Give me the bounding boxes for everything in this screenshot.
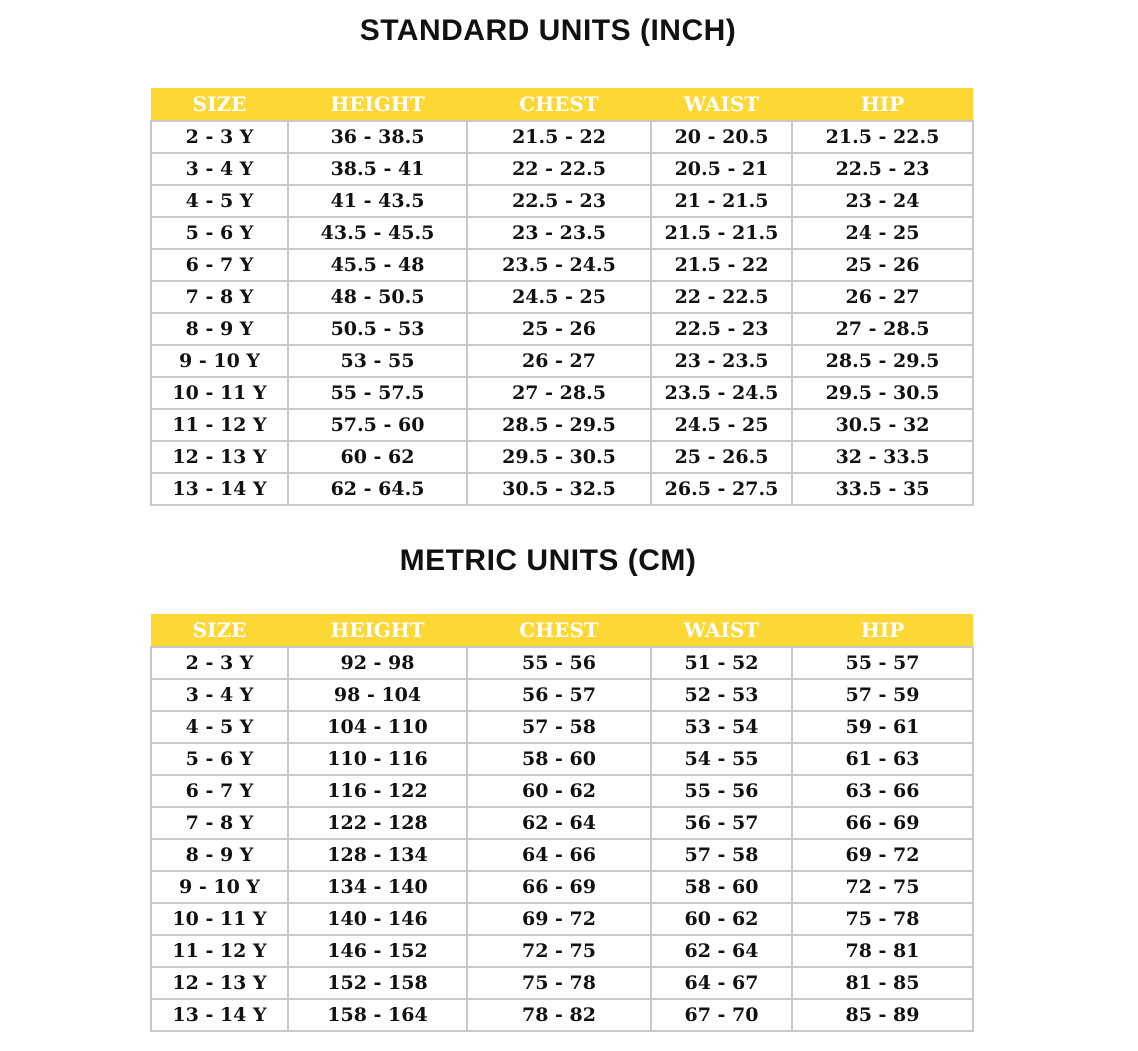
table-row bbox=[151, 935, 973, 967]
hip-cell: 32 - 33.5 bbox=[792, 441, 973, 473]
height-cell: 62 - 64.5 bbox=[288, 473, 467, 505]
waist-cell: 53 - 54 bbox=[651, 711, 792, 743]
chest-cell: 25 - 26 bbox=[467, 313, 651, 345]
hip-cell: 81 - 85 bbox=[792, 967, 973, 999]
chest-cell: 57 - 58 bbox=[467, 711, 651, 743]
waist-cell: 62 - 64 bbox=[651, 935, 792, 967]
waist-cell: 21.5 - 22 bbox=[651, 249, 792, 281]
hip-cell: 69 - 72 bbox=[792, 839, 973, 871]
table-row bbox=[151, 409, 973, 441]
table-row bbox=[151, 903, 973, 935]
chest-cell: 75 - 78 bbox=[467, 967, 651, 999]
size-cell: 9 - 10 Y bbox=[151, 345, 288, 377]
size-cell: 8 - 9 Y bbox=[151, 313, 288, 345]
waist-cell: 21.5 - 21.5 bbox=[651, 217, 792, 249]
hip-cell: 26 - 27 bbox=[792, 281, 973, 313]
size-cell: 6 - 7 Y bbox=[151, 775, 288, 807]
chest-cell: 56 - 57 bbox=[467, 679, 651, 711]
chest-cell: 78 - 82 bbox=[467, 999, 651, 1031]
chest-cell: 55 - 56 bbox=[467, 647, 651, 679]
table-row bbox=[151, 743, 973, 775]
hip-cell: 55 - 57 bbox=[792, 647, 973, 679]
size-cell: 12 - 13 Y bbox=[151, 967, 288, 999]
table-row bbox=[151, 647, 973, 679]
hip-cell: 72 - 75 bbox=[792, 871, 973, 903]
table-row bbox=[151, 967, 973, 999]
size-cell: 6 - 7 Y bbox=[151, 249, 288, 281]
waist-cell: 67 - 70 bbox=[651, 999, 792, 1031]
column-header-hip: HIP bbox=[792, 88, 973, 121]
header-row bbox=[151, 614, 973, 647]
column-header-waist: WAIST bbox=[651, 88, 792, 121]
height-cell: 116 - 122 bbox=[288, 775, 467, 807]
chest-cell: 21.5 - 22 bbox=[467, 121, 651, 153]
size-cell: 8 - 9 Y bbox=[151, 839, 288, 871]
size-cell: 3 - 4 Y bbox=[151, 153, 288, 185]
height-cell: 104 - 110 bbox=[288, 711, 467, 743]
standard-size-table bbox=[150, 88, 974, 506]
size-cell: 12 - 13 Y bbox=[151, 441, 288, 473]
standard-table-header bbox=[151, 88, 973, 121]
chest-cell: 23 - 23.5 bbox=[467, 217, 651, 249]
size-cell: 5 - 6 Y bbox=[151, 217, 288, 249]
size-cell: 7 - 8 Y bbox=[151, 281, 288, 313]
height-cell: 41 - 43.5 bbox=[288, 185, 467, 217]
waist-cell: 51 - 52 bbox=[651, 647, 792, 679]
waist-cell: 24.5 - 25 bbox=[651, 409, 792, 441]
waist-cell: 58 - 60 bbox=[651, 871, 792, 903]
waist-cell: 23 - 23.5 bbox=[651, 345, 792, 377]
height-cell: 158 - 164 bbox=[288, 999, 467, 1031]
chest-cell: 24.5 - 25 bbox=[467, 281, 651, 313]
table-row bbox=[151, 839, 973, 871]
hip-cell: 24 - 25 bbox=[792, 217, 973, 249]
column-header-hip: HIP bbox=[792, 614, 973, 647]
table-row bbox=[151, 121, 973, 153]
hip-cell: 27 - 28.5 bbox=[792, 313, 973, 345]
height-cell: 128 - 134 bbox=[288, 839, 467, 871]
chest-cell: 29.5 - 30.5 bbox=[467, 441, 651, 473]
waist-cell: 22 - 22.5 bbox=[651, 281, 792, 313]
height-cell: 98 - 104 bbox=[288, 679, 467, 711]
metric-units-title: METRIC UNITS (CM) bbox=[399, 544, 697, 577]
waist-cell: 64 - 67 bbox=[651, 967, 792, 999]
waist-cell: 57 - 58 bbox=[651, 839, 792, 871]
height-cell: 48 - 50.5 bbox=[288, 281, 467, 313]
chest-cell: 28.5 - 29.5 bbox=[467, 409, 651, 441]
hip-cell: 61 - 63 bbox=[792, 743, 973, 775]
table-row bbox=[151, 775, 973, 807]
chest-cell: 60 - 62 bbox=[467, 775, 651, 807]
chest-cell: 23.5 - 24.5 bbox=[467, 249, 651, 281]
table-row bbox=[151, 711, 973, 743]
table-row bbox=[151, 217, 973, 249]
size-cell: 4 - 5 Y bbox=[151, 711, 288, 743]
header-row bbox=[151, 88, 973, 121]
size-cell: 11 - 12 Y bbox=[151, 935, 288, 967]
column-header-height: HEIGHT bbox=[288, 614, 467, 647]
waist-cell: 56 - 57 bbox=[651, 807, 792, 839]
table-row bbox=[151, 249, 973, 281]
height-cell: 140 - 146 bbox=[288, 903, 467, 935]
waist-cell: 20.5 - 21 bbox=[651, 153, 792, 185]
size-cell: 2 - 3 Y bbox=[151, 121, 288, 153]
hip-cell: 85 - 89 bbox=[792, 999, 973, 1031]
hip-cell: 29.5 - 30.5 bbox=[792, 377, 973, 409]
table-row bbox=[151, 313, 973, 345]
size-cell: 10 - 11 Y bbox=[151, 903, 288, 935]
height-cell: 92 - 98 bbox=[288, 647, 467, 679]
chest-cell: 26 - 27 bbox=[467, 345, 651, 377]
hip-cell: 57 - 59 bbox=[792, 679, 973, 711]
chest-cell: 72 - 75 bbox=[467, 935, 651, 967]
chest-cell: 58 - 60 bbox=[467, 743, 651, 775]
chest-cell: 30.5 - 32.5 bbox=[467, 473, 651, 505]
waist-cell: 23.5 - 24.5 bbox=[651, 377, 792, 409]
table-row bbox=[151, 281, 973, 313]
column-header-height: HEIGHT bbox=[288, 88, 467, 121]
height-cell: 36 - 38.5 bbox=[288, 121, 467, 153]
hip-cell: 23 - 24 bbox=[792, 185, 973, 217]
table-row bbox=[151, 807, 973, 839]
height-cell: 53 - 55 bbox=[288, 345, 467, 377]
table-row bbox=[151, 185, 973, 217]
chest-cell: 22 - 22.5 bbox=[467, 153, 651, 185]
waist-cell: 54 - 55 bbox=[651, 743, 792, 775]
waist-cell: 52 - 53 bbox=[651, 679, 792, 711]
column-header-waist: WAIST bbox=[651, 614, 792, 647]
standard-units-title: STANDARD UNITS (INCH) bbox=[359, 14, 737, 47]
table-row bbox=[151, 999, 973, 1031]
size-cell: 2 - 3 Y bbox=[151, 647, 288, 679]
waist-cell: 20 - 20.5 bbox=[651, 121, 792, 153]
size-cell: 7 - 8 Y bbox=[151, 807, 288, 839]
column-header-size: SIZE bbox=[151, 88, 288, 121]
metric-table-header bbox=[151, 614, 973, 647]
chest-cell: 66 - 69 bbox=[467, 871, 651, 903]
height-cell: 60 - 62 bbox=[288, 441, 467, 473]
metric-size-table bbox=[150, 614, 974, 1032]
height-cell: 122 - 128 bbox=[288, 807, 467, 839]
height-cell: 134 - 140 bbox=[288, 871, 467, 903]
chest-cell: 27 - 28.5 bbox=[467, 377, 651, 409]
hip-cell: 33.5 - 35 bbox=[792, 473, 973, 505]
column-header-size: SIZE bbox=[151, 614, 288, 647]
hip-cell: 22.5 - 23 bbox=[792, 153, 973, 185]
size-cell: 3 - 4 Y bbox=[151, 679, 288, 711]
waist-cell: 21 - 21.5 bbox=[651, 185, 792, 217]
standard-table-body bbox=[151, 121, 973, 505]
size-cell: 5 - 6 Y bbox=[151, 743, 288, 775]
size-cell: 13 - 14 Y bbox=[151, 999, 288, 1031]
hip-cell: 78 - 81 bbox=[792, 935, 973, 967]
column-header-chest: CHEST bbox=[467, 614, 651, 647]
height-cell: 50.5 - 53 bbox=[288, 313, 467, 345]
table-row bbox=[151, 441, 973, 473]
chest-cell: 62 - 64 bbox=[467, 807, 651, 839]
height-cell: 146 - 152 bbox=[288, 935, 467, 967]
waist-cell: 26.5 - 27.5 bbox=[651, 473, 792, 505]
waist-cell: 55 - 56 bbox=[651, 775, 792, 807]
size-cell: 13 - 14 Y bbox=[151, 473, 288, 505]
hip-cell: 75 - 78 bbox=[792, 903, 973, 935]
hip-cell: 21.5 - 22.5 bbox=[792, 121, 973, 153]
hip-cell: 66 - 69 bbox=[792, 807, 973, 839]
hip-cell: 25 - 26 bbox=[792, 249, 973, 281]
size-cell: 9 - 10 Y bbox=[151, 871, 288, 903]
table-row bbox=[151, 377, 973, 409]
hip-cell: 59 - 61 bbox=[792, 711, 973, 743]
table-row bbox=[151, 679, 973, 711]
hip-cell: 28.5 - 29.5 bbox=[792, 345, 973, 377]
waist-cell: 22.5 - 23 bbox=[651, 313, 792, 345]
size-cell: 10 - 11 Y bbox=[151, 377, 288, 409]
column-header-chest: CHEST bbox=[467, 88, 651, 121]
height-cell: 57.5 - 60 bbox=[288, 409, 467, 441]
size-cell: 4 - 5 Y bbox=[151, 185, 288, 217]
height-cell: 152 - 158 bbox=[288, 967, 467, 999]
height-cell: 43.5 - 45.5 bbox=[288, 217, 467, 249]
height-cell: 38.5 - 41 bbox=[288, 153, 467, 185]
hip-cell: 63 - 66 bbox=[792, 775, 973, 807]
size-cell: 11 - 12 Y bbox=[151, 409, 288, 441]
chest-cell: 64 - 66 bbox=[467, 839, 651, 871]
hip-cell: 30.5 - 32 bbox=[792, 409, 973, 441]
waist-cell: 60 - 62 bbox=[651, 903, 792, 935]
chest-cell: 22.5 - 23 bbox=[467, 185, 651, 217]
table-row bbox=[151, 871, 973, 903]
height-cell: 45.5 - 48 bbox=[288, 249, 467, 281]
chest-cell: 69 - 72 bbox=[467, 903, 651, 935]
metric-table-body bbox=[151, 647, 973, 1031]
height-cell: 110 - 116 bbox=[288, 743, 467, 775]
height-cell: 55 - 57.5 bbox=[288, 377, 467, 409]
table-row bbox=[151, 345, 973, 377]
waist-cell: 25 - 26.5 bbox=[651, 441, 792, 473]
table-row bbox=[151, 473, 973, 505]
table-row bbox=[151, 153, 973, 185]
